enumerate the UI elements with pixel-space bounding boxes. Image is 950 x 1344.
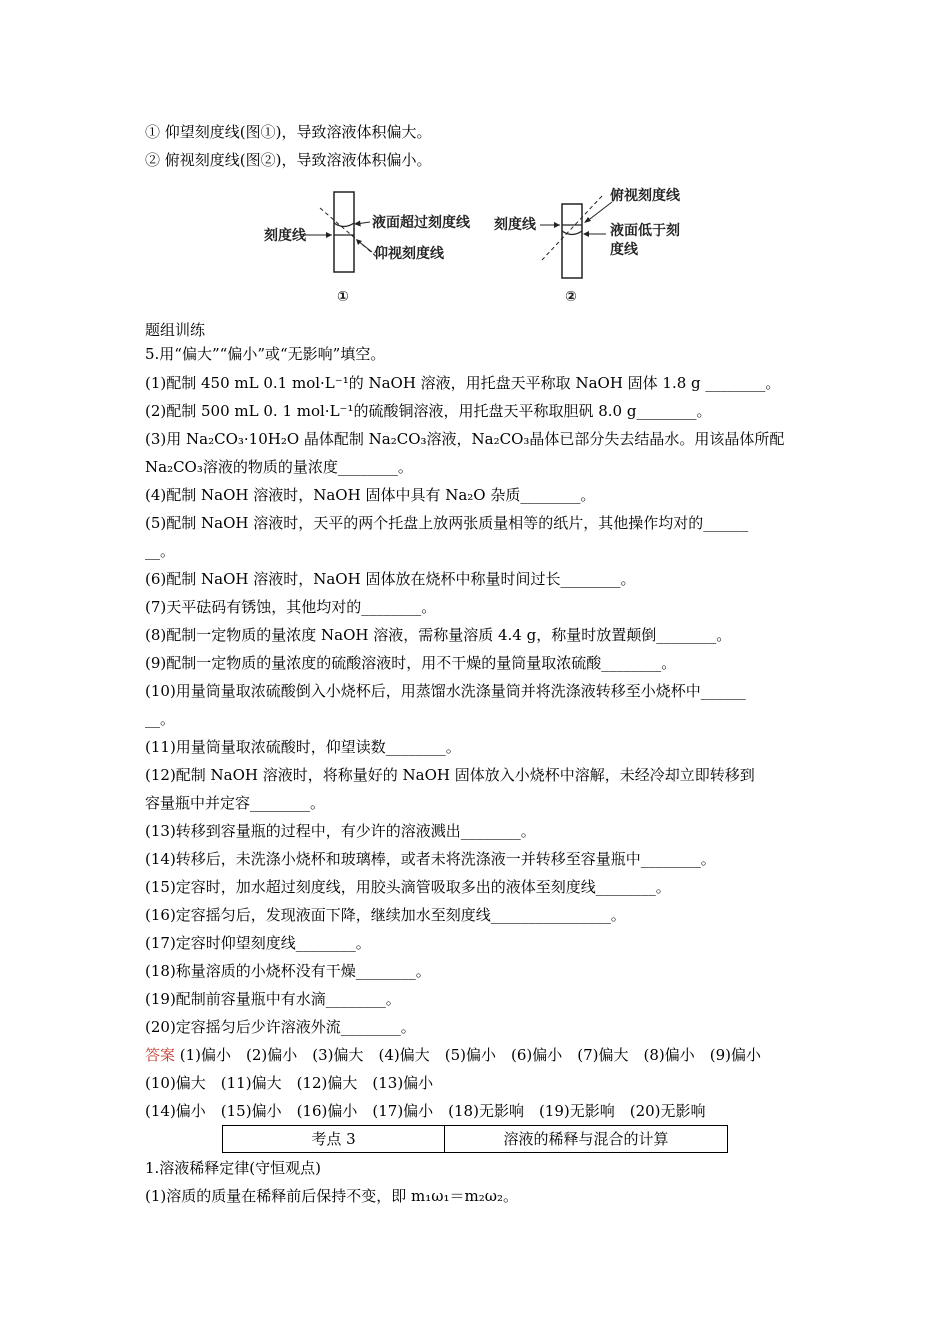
figure-right-caption: ② xyxy=(565,289,577,305)
topic-table-cell-1: 考点 3 xyxy=(223,1126,445,1152)
question-7: (7)天平砝码有锈蚀，其他均对的________。 xyxy=(145,598,437,616)
question-9: (9)配制一定物质的量浓度的硫酸溶液时，用不干燥的量筒量取浓硫酸________。 xyxy=(145,654,677,672)
question-2: (2)配制 500 mL 0. 1 mol·L⁻¹的硫酸铜溶液，用托盘天平称取胆矾 8.0 g________。 xyxy=(145,402,712,420)
question-17: (17)定容时仰望刻度线________。 xyxy=(145,934,371,952)
figure-right-label-below-1: 液面低于刻 xyxy=(610,223,680,239)
question-18: (18)称量溶质的小烧杯没有干燥________。 xyxy=(145,962,431,980)
question-1: (1)配制 450 mL 0.1 mol·L⁻¹的 NaOH 溶液，用托盘天平称取 NaOH 固体 1.8 g ________。 xyxy=(145,374,781,392)
answer-label: 答案 xyxy=(145,1046,176,1064)
question-12-line-2: 容量瓶中并定容________。 xyxy=(145,794,326,812)
intro-line-1: ① 仰望刻度线(图①)，导致溶液体积偏大。 xyxy=(145,123,432,141)
intro-line-2: ② 俯视刻度线(图②)，导致溶液体积偏小。 xyxy=(145,151,432,169)
topic-table xyxy=(222,1125,728,1153)
figure-left-label-view: 仰视刻度线 xyxy=(374,246,444,262)
question-intro: 5.用“偏大”“偏小”或“无影响”填空。 xyxy=(145,345,386,363)
figure-right-scale-label: 刻度线 xyxy=(494,217,536,233)
figure-right-label-view: 俯视刻度线 xyxy=(610,188,680,204)
question-8: (8)配制一定物质的量浓度 NaOH 溶液，需称量溶质 4.4 g，称量时放置颠倒________。 xyxy=(145,626,732,644)
question-16: (16)定容摇匀后，发现液面下降，继续加水至刻度线________________。 xyxy=(145,906,626,924)
question-5-line-1: (5)配制 NaOH 溶液时，天平的两个托盘上放两张质量相等的纸片，其他操作均对的______ xyxy=(145,514,749,532)
answer-text-1: (1)偏小 (2)偏小 (3)偏大 (4)偏大 (5)偏小 (6)偏小 (7)偏大 (8)偏小 (9)偏小 xyxy=(175,1046,762,1064)
question-10-line-2: __。 xyxy=(145,710,176,728)
meniscus-figure xyxy=(250,180,710,310)
figure-right xyxy=(494,187,681,305)
figure-left-caption: ① xyxy=(337,289,349,305)
rule-line-1: (1)溶质的质量在稀释前后保持不变，即 m₁ω₁＝m₂ω₂。 xyxy=(145,1187,518,1205)
rule-title: 1.溶液稀释定律(守恒观点) xyxy=(145,1159,322,1177)
question-15: (15)定容时，加水超过刻度线，用胶头滴管吸取多出的液体至刻度线________。 xyxy=(145,878,671,896)
figure-left xyxy=(264,192,471,305)
answer-line-1 xyxy=(145,1045,761,1065)
question-10-line-1: (10)用量筒量取浓硫酸倒入小烧杯后，用蒸馏水洗涤量筒并将洗涤液转移至小烧杯中______ xyxy=(145,682,746,700)
figure-right-label-below-2: 度线 xyxy=(610,242,638,258)
question-19: (19)配制前容量瓶中有水滴________。 xyxy=(145,990,401,1008)
answer-line-3: (14)偏小 (15)偏小 (16)偏小 (17)偏小 (18)无影响 (19)无影响 (20)无影响 xyxy=(145,1102,706,1120)
section-title: 题组训练 xyxy=(145,321,206,339)
question-20: (20)定容摇匀后少许溶液外流________。 xyxy=(145,1018,416,1036)
question-6: (6)配制 NaOH 溶液时，NaOH 固体放在烧杯中称量时间过长________。 xyxy=(145,570,636,588)
figure-left-label-above: 液面超过刻度线 xyxy=(372,215,470,231)
question-3-line-2: Na₂CO₃溶液的物质的量浓度________。 xyxy=(145,458,413,476)
question-14: (14)转移后，未洗涤小烧杯和玻璃棒，或者未将洗涤液一并转移至容量瓶中________。 xyxy=(145,850,716,868)
question-3-line-1: (3)用 Na₂CO₃·10H₂O 晶体配制 Na₂CO₃溶液，Na₂CO₃晶体已部分失去结晶水。用该晶体所配 xyxy=(145,430,785,448)
question-11: (11)用量筒量取浓硫酸时，仰望读数________。 xyxy=(145,738,461,756)
figure-left-scale-label: 刻度线 xyxy=(264,228,306,244)
answer-line-2: (10)偏大 (11)偏大 (12)偏大 (13)偏小 xyxy=(145,1074,434,1092)
question-12-line-1: (12)配制 NaOH 溶液时，将称量好的 NaOH 固体放入小烧杯中溶解，未经冷却立即转移到 xyxy=(145,766,755,784)
question-4: (4)配制 NaOH 溶液时，NaOH 固体中具有 Na₂O 杂质________。 xyxy=(145,486,596,504)
question-5-line-2: __。 xyxy=(145,542,176,560)
topic-table-cell-2: 溶液的稀释与混合的计算 xyxy=(503,1130,669,1148)
question-13: (13)转移到容量瓶的过程中，有少许的溶液溅出________。 xyxy=(145,822,536,840)
